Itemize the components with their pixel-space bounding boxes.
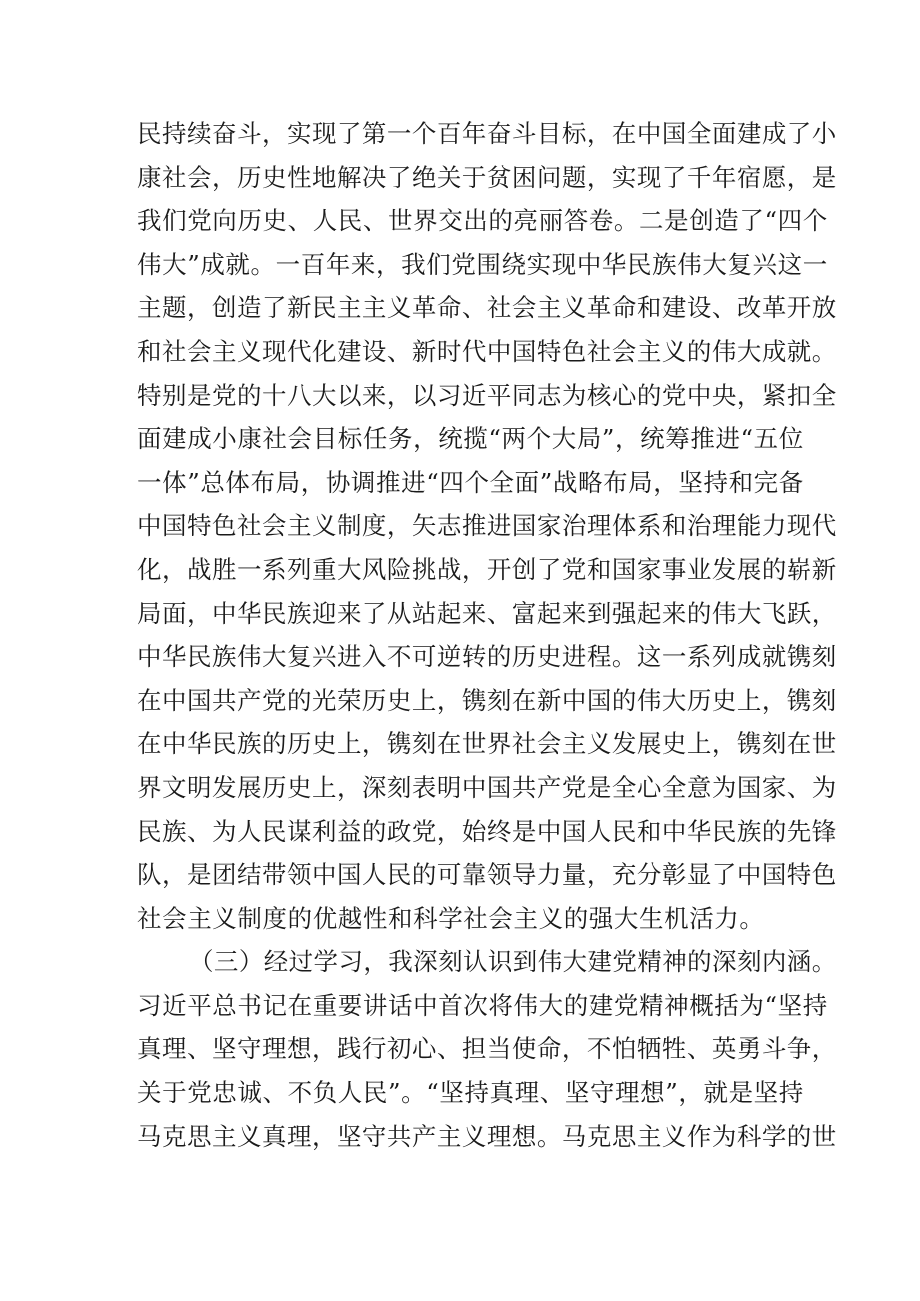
text-line: 在中华民族的历史上，镌刻在世界社会主义发展史上，镌刻在世	[137, 729, 837, 759]
text-line: 民族、为人民谋利益的政党，始终是中国人民和中华民族的先锋	[137, 816, 837, 846]
text-line: 马克思主义真理，坚守共产主义理想。马克思主义作为科学的世	[137, 1121, 837, 1151]
text-line: 社会主义制度的优越性和科学社会主义的强大生机活力。	[137, 903, 765, 933]
text-line: （三）经过学习，我深刻认识到伟大建党精神的深刻内涵。	[189, 947, 837, 977]
text-line: 主题，创造了新民主主义革命、社会主义革命和建设、改革开放	[137, 293, 837, 323]
text-line: 界文明发展历史上，深刻表明中国共产党是全心全意为国家、为	[137, 772, 837, 802]
text-line: 习近平总书记在重要讲话中首次将伟大的建党精神概括为“坚持	[137, 990, 828, 1020]
text-line: 民持续奋斗，实现了第一个百年奋斗目标，在中国全面建成了小	[137, 119, 837, 148]
text-line: 中国特色社会主义制度，矢志推进国家治理体系和治理能力现代	[137, 511, 837, 541]
text-line: 我们党向历史、人民、世界交出的亮丽答卷。二是创造了“四个	[137, 206, 828, 236]
text-line: 局面，中华民族迎来了从站起来、富起来到强起来的伟大飞跃，	[137, 598, 837, 628]
text-line: 真理、坚守理想，践行初心、担当使命，不怕牺牲、英勇斗争，	[137, 1034, 837, 1064]
text-line: 特别是党的十八大以来，以习近平同志为核心的党中央，紧扣全	[137, 380, 837, 410]
text-line: 一体”总体布局，协调推进“四个全面”战略布局，坚持和完备	[137, 467, 804, 497]
text-line: 伟大”成就。一百年来，我们党围绕实现中华民族伟大复兴这一	[137, 249, 828, 279]
text-line: 康社会，历史性地解决了绝关于贫困问题，实现了千年宿愿，是	[137, 162, 837, 192]
text-line: 队，是团结带领中国人民的可靠领导力量，充分彰显了中国特色	[137, 860, 837, 890]
text-line: 关于党忠诚、不负人民”。“坚持真理、坚守理想”，就是坚持	[137, 1078, 804, 1108]
text-line: 在中国共产党的光荣历史上，镌刻在新中国的伟大历史上，镌刻	[137, 685, 837, 715]
text-line: 面建成小康社会目标任务，统揽“两个大局”，统筹推进“五位	[137, 424, 804, 454]
text-line: 和社会主义现代化建设、新时代中国特色社会主义的伟大成就。	[137, 336, 837, 366]
document-body	[137, 112, 837, 1158]
text-line: 化，战胜一系列重大风险挑战，开创了党和国家事业发展的崭新	[137, 554, 837, 584]
text-line: 中华民族伟大复兴进入不可逆转的历史进程。这一系列成就镌刻	[137, 642, 837, 672]
